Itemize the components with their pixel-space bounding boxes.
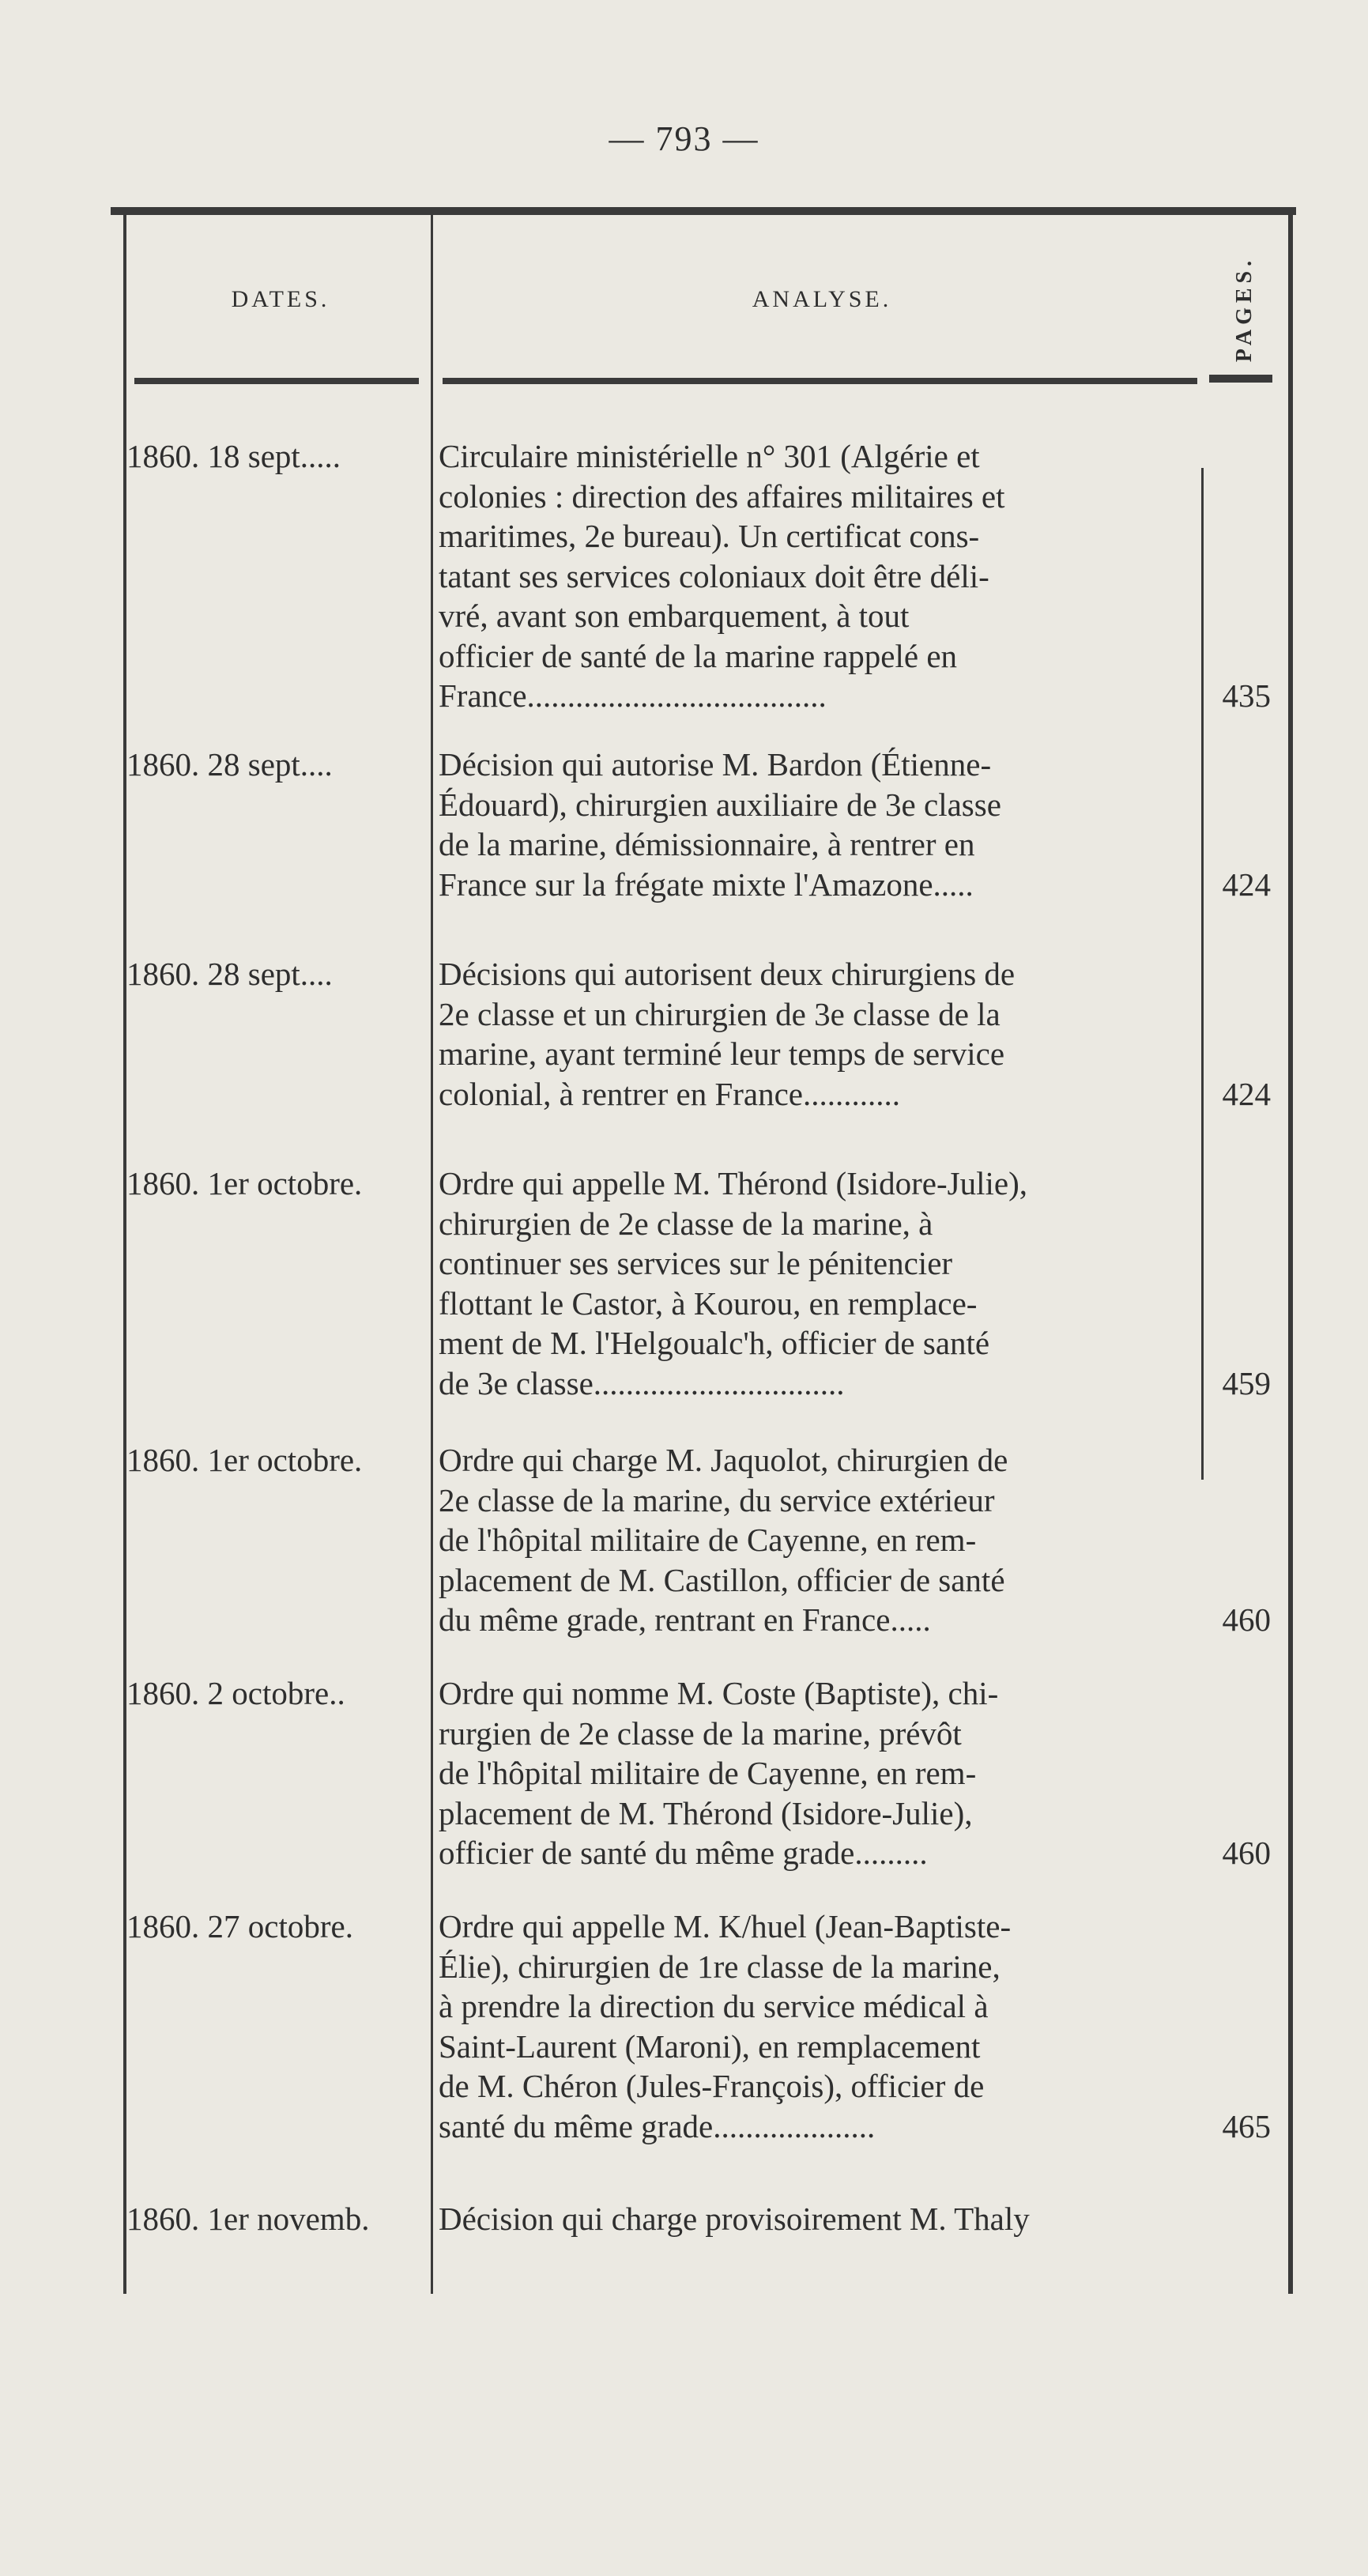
analysis-line: vré, avant son embarquement, à tout — [439, 598, 910, 634]
entry-page-number: 424 — [1222, 1075, 1271, 1112]
analysis-line: Ordre qui charge M. Jaquolot, chirurgien de — [439, 1442, 1008, 1478]
analysis-line: Ordre qui appelle M. Thérond (Isidore-Julie), — [439, 1165, 1027, 1201]
entry-page-number: 460 — [1222, 1835, 1271, 1871]
analysis-line: Ordre qui appelle M. K/huel (Jean-Baptiste- — [439, 1908, 1012, 1944]
entry-page-number: 424 — [1222, 866, 1271, 903]
entry-page-number: 435 — [1222, 677, 1271, 714]
entry-date: 1860. 2 octobre.. — [126, 1675, 345, 1711]
entry-page-number: 460 — [1222, 1601, 1271, 1638]
analyse-header-rule — [443, 378, 1197, 384]
analysis-line: officier de santé de la marine rappelé en — [439, 637, 958, 674]
analysis-line: ment de M. l'Helgoualc'h, officier de santé — [439, 1325, 990, 1361]
analysis-line: du même grade, rentrant en France..... — [439, 1601, 931, 1638]
analysis-line: Décisions qui autorisent deux chirurgiens de — [439, 956, 1016, 992]
analysis-line: France sur la frégate mixte l'Amazone..... — [439, 866, 974, 903]
dates-header: DATES. — [231, 286, 330, 312]
top-rule — [111, 207, 1296, 215]
analysis-line: santé du même grade.................... — [439, 2107, 876, 2144]
analysis-line: colonial, à rentrer en France............ — [439, 1075, 901, 1112]
analysis-line: rurgien de 2e classe de la marine, prévôt — [439, 1714, 962, 1752]
analysis-line: flottant le Castor, à Kourou, en remplace- — [439, 1284, 978, 1322]
index-table — [111, 207, 1296, 2294]
entry-analysis — [439, 1440, 1197, 1640]
analysis-line: 2e classe de la marine, du service extérieur — [439, 1481, 995, 1518]
analysis-line: placement de M. Thérond (Isidore-Julie), — [439, 1794, 973, 1831]
pages-header: PAGES. — [1232, 255, 1257, 363]
analysis-line: de M. Chéron (Jules-François), officier de — [439, 2068, 985, 2104]
entry-date: 1860. 28 sept.... — [126, 956, 333, 992]
entry-date: 1860. 27 octobre. — [126, 1908, 353, 1944]
dates-header-rule — [134, 378, 419, 384]
analysis-line: Saint-Laurent (Maroni), en remplacement — [439, 2027, 981, 2065]
entry-analysis — [439, 1164, 1197, 1403]
entry-page-number: 465 — [1222, 2107, 1271, 2144]
analysis-line: de l'hôpital militaire de Cayenne, en rem- — [439, 1522, 977, 1558]
analyse-header: ANALYSE. — [752, 286, 892, 312]
analysis-column-divider — [1201, 468, 1204, 1480]
analysis-line: colonies : direction des affaires militaires et — [439, 477, 1005, 515]
entry-page-number: 459 — [1222, 1364, 1271, 1401]
right-border — [1288, 215, 1293, 2294]
analysis-line: de la marine, démissionnaire, à rentrer en — [439, 826, 975, 862]
analysis-line: Élie), chirurgien de 1re classe de la marine, — [439, 1948, 1001, 1985]
left-border — [123, 215, 126, 2294]
entry-analysis — [439, 745, 1197, 904]
analysis-line: Circulaire ministérielle n° 301 (Algérie et — [439, 438, 980, 474]
pages-header-rule — [1209, 375, 1272, 383]
analysis-line: de l'hôpital militaire de Cayenne, en rem- — [439, 1755, 977, 1791]
analysis-line: Édouard), chirurgien auxiliaire de 3e classe — [439, 786, 1001, 823]
analysis-line: 2e classe et un chirurgien de 3e classe de la — [439, 995, 1001, 1032]
entry-date: 1860. 1er novemb. — [126, 2201, 370, 2237]
entry-date: 1860. 18 sept..... — [126, 438, 341, 474]
analysis-line: maritimes, 2e bureau). Un certificat cons- — [439, 518, 980, 554]
entry-date: 1860. 1er octobre. — [126, 1165, 363, 1201]
analysis-line: tatant ses services coloniaux doit être déli- — [439, 557, 989, 594]
analysis-line: Ordre qui nomme M. Coste (Baptiste), chi- — [439, 1675, 999, 1711]
analysis-line: chirurgien de 2e classe de la marine, à — [439, 1205, 933, 1242]
analysis-line: continuer ses services sur le pénitencier — [439, 1245, 953, 1281]
analysis-line: Décision qui autorise M. Bardon (Étienne- — [439, 746, 992, 783]
analysis-line: officier de santé du même grade......... — [439, 1835, 928, 1871]
analysis-line: placement de M. Castillon, officier de santé — [439, 1561, 1005, 1598]
entry-analysis — [439, 954, 1197, 1114]
entry-date: 1860. 1er octobre. — [126, 1442, 363, 1478]
entry-analysis — [439, 1907, 1197, 2146]
analysis-line: France..................................... — [439, 677, 827, 714]
entry-analysis — [439, 1673, 1197, 1873]
analysis-line: de 3e classe............................... — [439, 1364, 845, 1401]
analysis-line: marine, ayant terminé leur temps de service — [439, 1035, 1005, 1072]
entry-analysis — [439, 436, 1197, 716]
analysis-line: Décision qui charge provisoirement M. Thaly — [439, 2201, 1030, 2237]
page-number: — 793 — — [609, 119, 759, 158]
entry-date: 1860. 28 sept.... — [126, 746, 333, 783]
analysis-line: à prendre la direction du service médical à — [439, 1988, 989, 2024]
date-column-divider — [431, 215, 433, 2294]
entry-analysis — [439, 2199, 1197, 2239]
